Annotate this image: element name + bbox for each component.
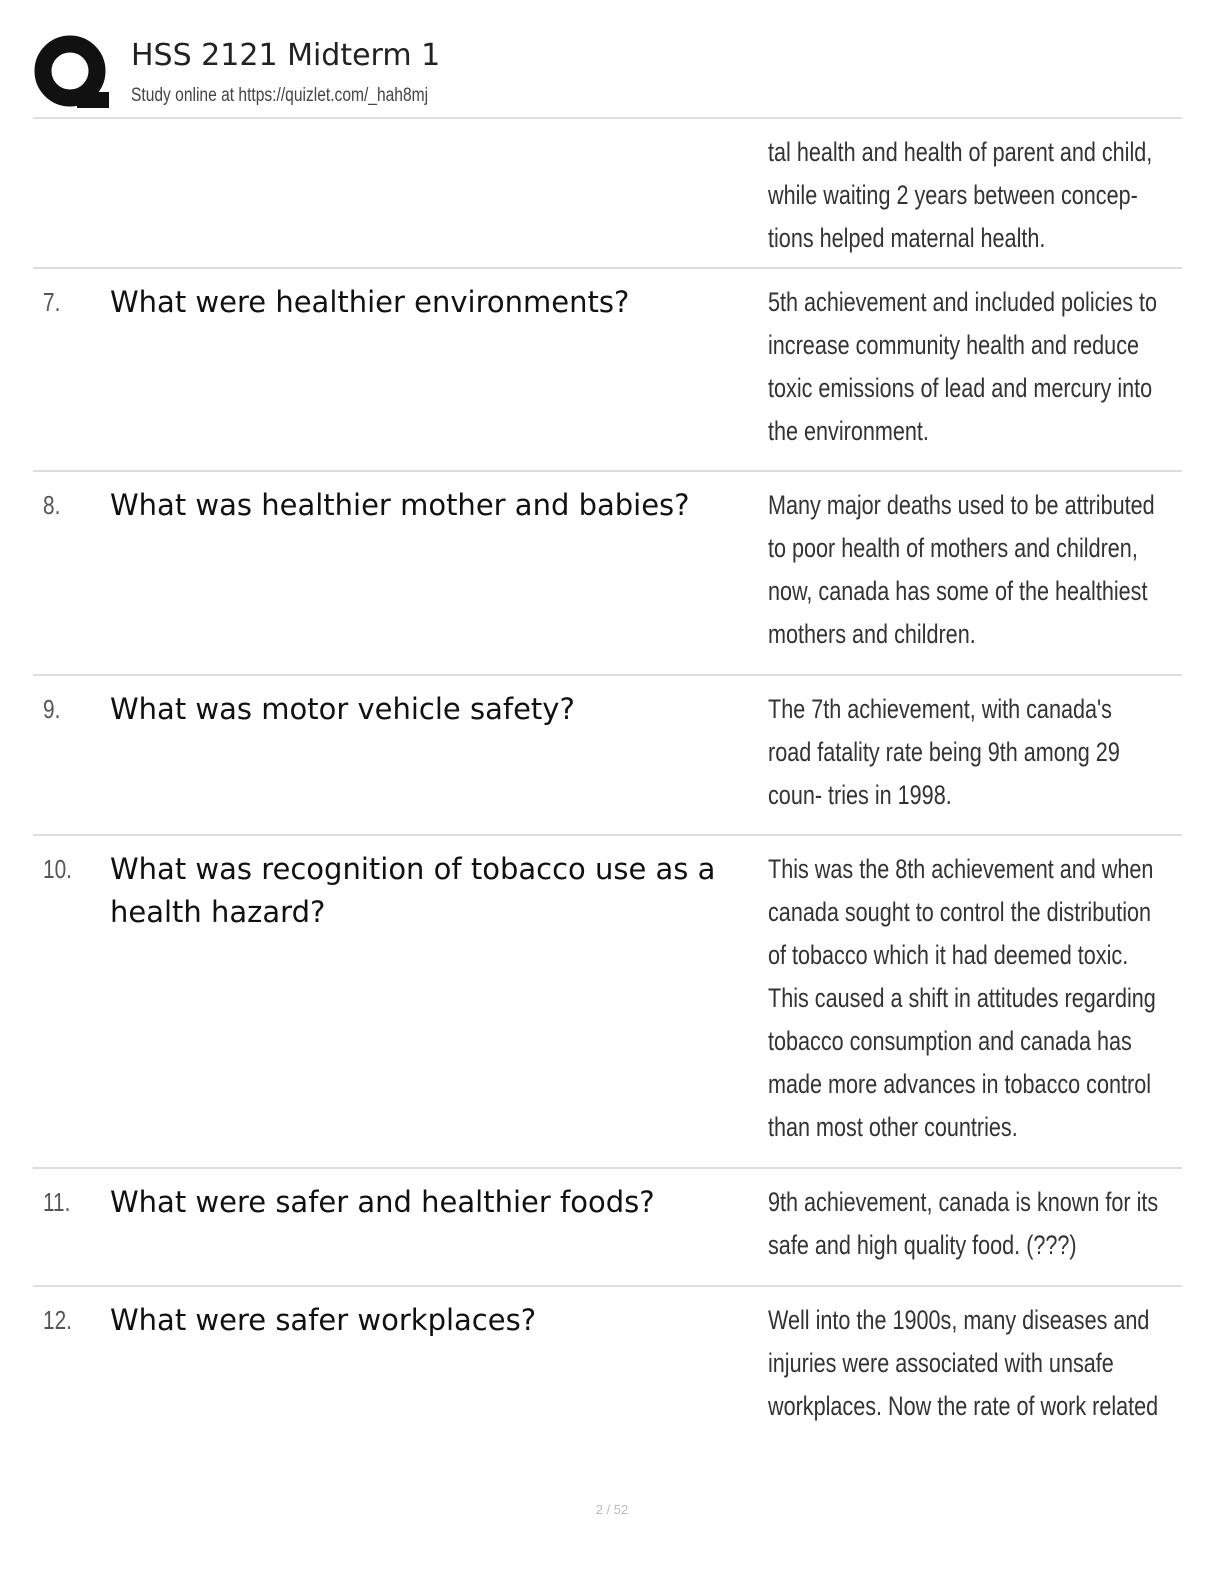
card-number: 7.	[43, 287, 61, 317]
flashcard-8	[33, 472, 1182, 676]
card-definition: This was the 8th achievement and when canada sought to control the distribution of tobacco which it had deemed toxic. This caused a shift in attitudes regarding tobacco consumption and canada has made more advances in tobacco control than most other countries.	[768, 854, 1156, 1142]
card-definition: Well into the 1900s, many diseases and injuries were associated with unsafe workplaces. Now the rate of work related	[768, 1305, 1159, 1421]
card-term: What were healthier environments?	[110, 285, 630, 319]
page-number: 2 / 52	[595, 1502, 629, 1517]
card-definition: Many major deaths used to be attributed to poor health of mothers and children, now, canada has some of the healthiest mothers and children.	[768, 490, 1155, 649]
card-definition: 9th achievement, canada is known for its safe and high quality food. (???)	[768, 1187, 1159, 1260]
card-number: 8.	[43, 490, 61, 520]
flashcard-list	[33, 119, 1182, 1437]
quizlet-q-icon	[33, 34, 111, 112]
flashcard-7	[33, 269, 1182, 472]
card-definition: The 7th achievement, with canada's road fatality rate being 9th among 29 coun- tries in 1998.	[768, 694, 1120, 810]
card-number: 12.	[43, 1305, 72, 1335]
flashcard-12	[33, 1287, 1182, 1437]
card-term: What were safer and healthier foods?	[110, 1185, 655, 1219]
document-title: HSS 2121 Midterm 1	[131, 38, 441, 73]
flashcard-continued	[33, 119, 1182, 269]
flashcard-10	[33, 836, 1182, 1169]
card-definition: 5th achievement and included policies to increase community health and reduce toxic emissions of lead and mercury into the environment.	[768, 287, 1158, 446]
card-term: What was recognition of tobacco use as a health hazard?	[110, 852, 716, 929]
study-online-link[interactable]: Study online at https://quizlet.com/_hah8mj	[131, 85, 429, 106]
card-definition: tal health and health of parent and child, while waiting 2 years between concep- tions helped maternal health.	[768, 137, 1153, 253]
flashcard-9	[33, 676, 1182, 836]
card-number: 9.	[43, 694, 61, 724]
card-number: 10.	[43, 854, 72, 884]
card-term: What were safer workplaces?	[110, 1303, 537, 1337]
flashcard-11	[33, 1169, 1182, 1287]
card-term: What was motor vehicle safety?	[110, 692, 575, 726]
card-number: 11.	[43, 1187, 71, 1217]
card-term: What was healthier mother and babies?	[110, 488, 690, 522]
page-header	[33, 34, 1183, 118]
